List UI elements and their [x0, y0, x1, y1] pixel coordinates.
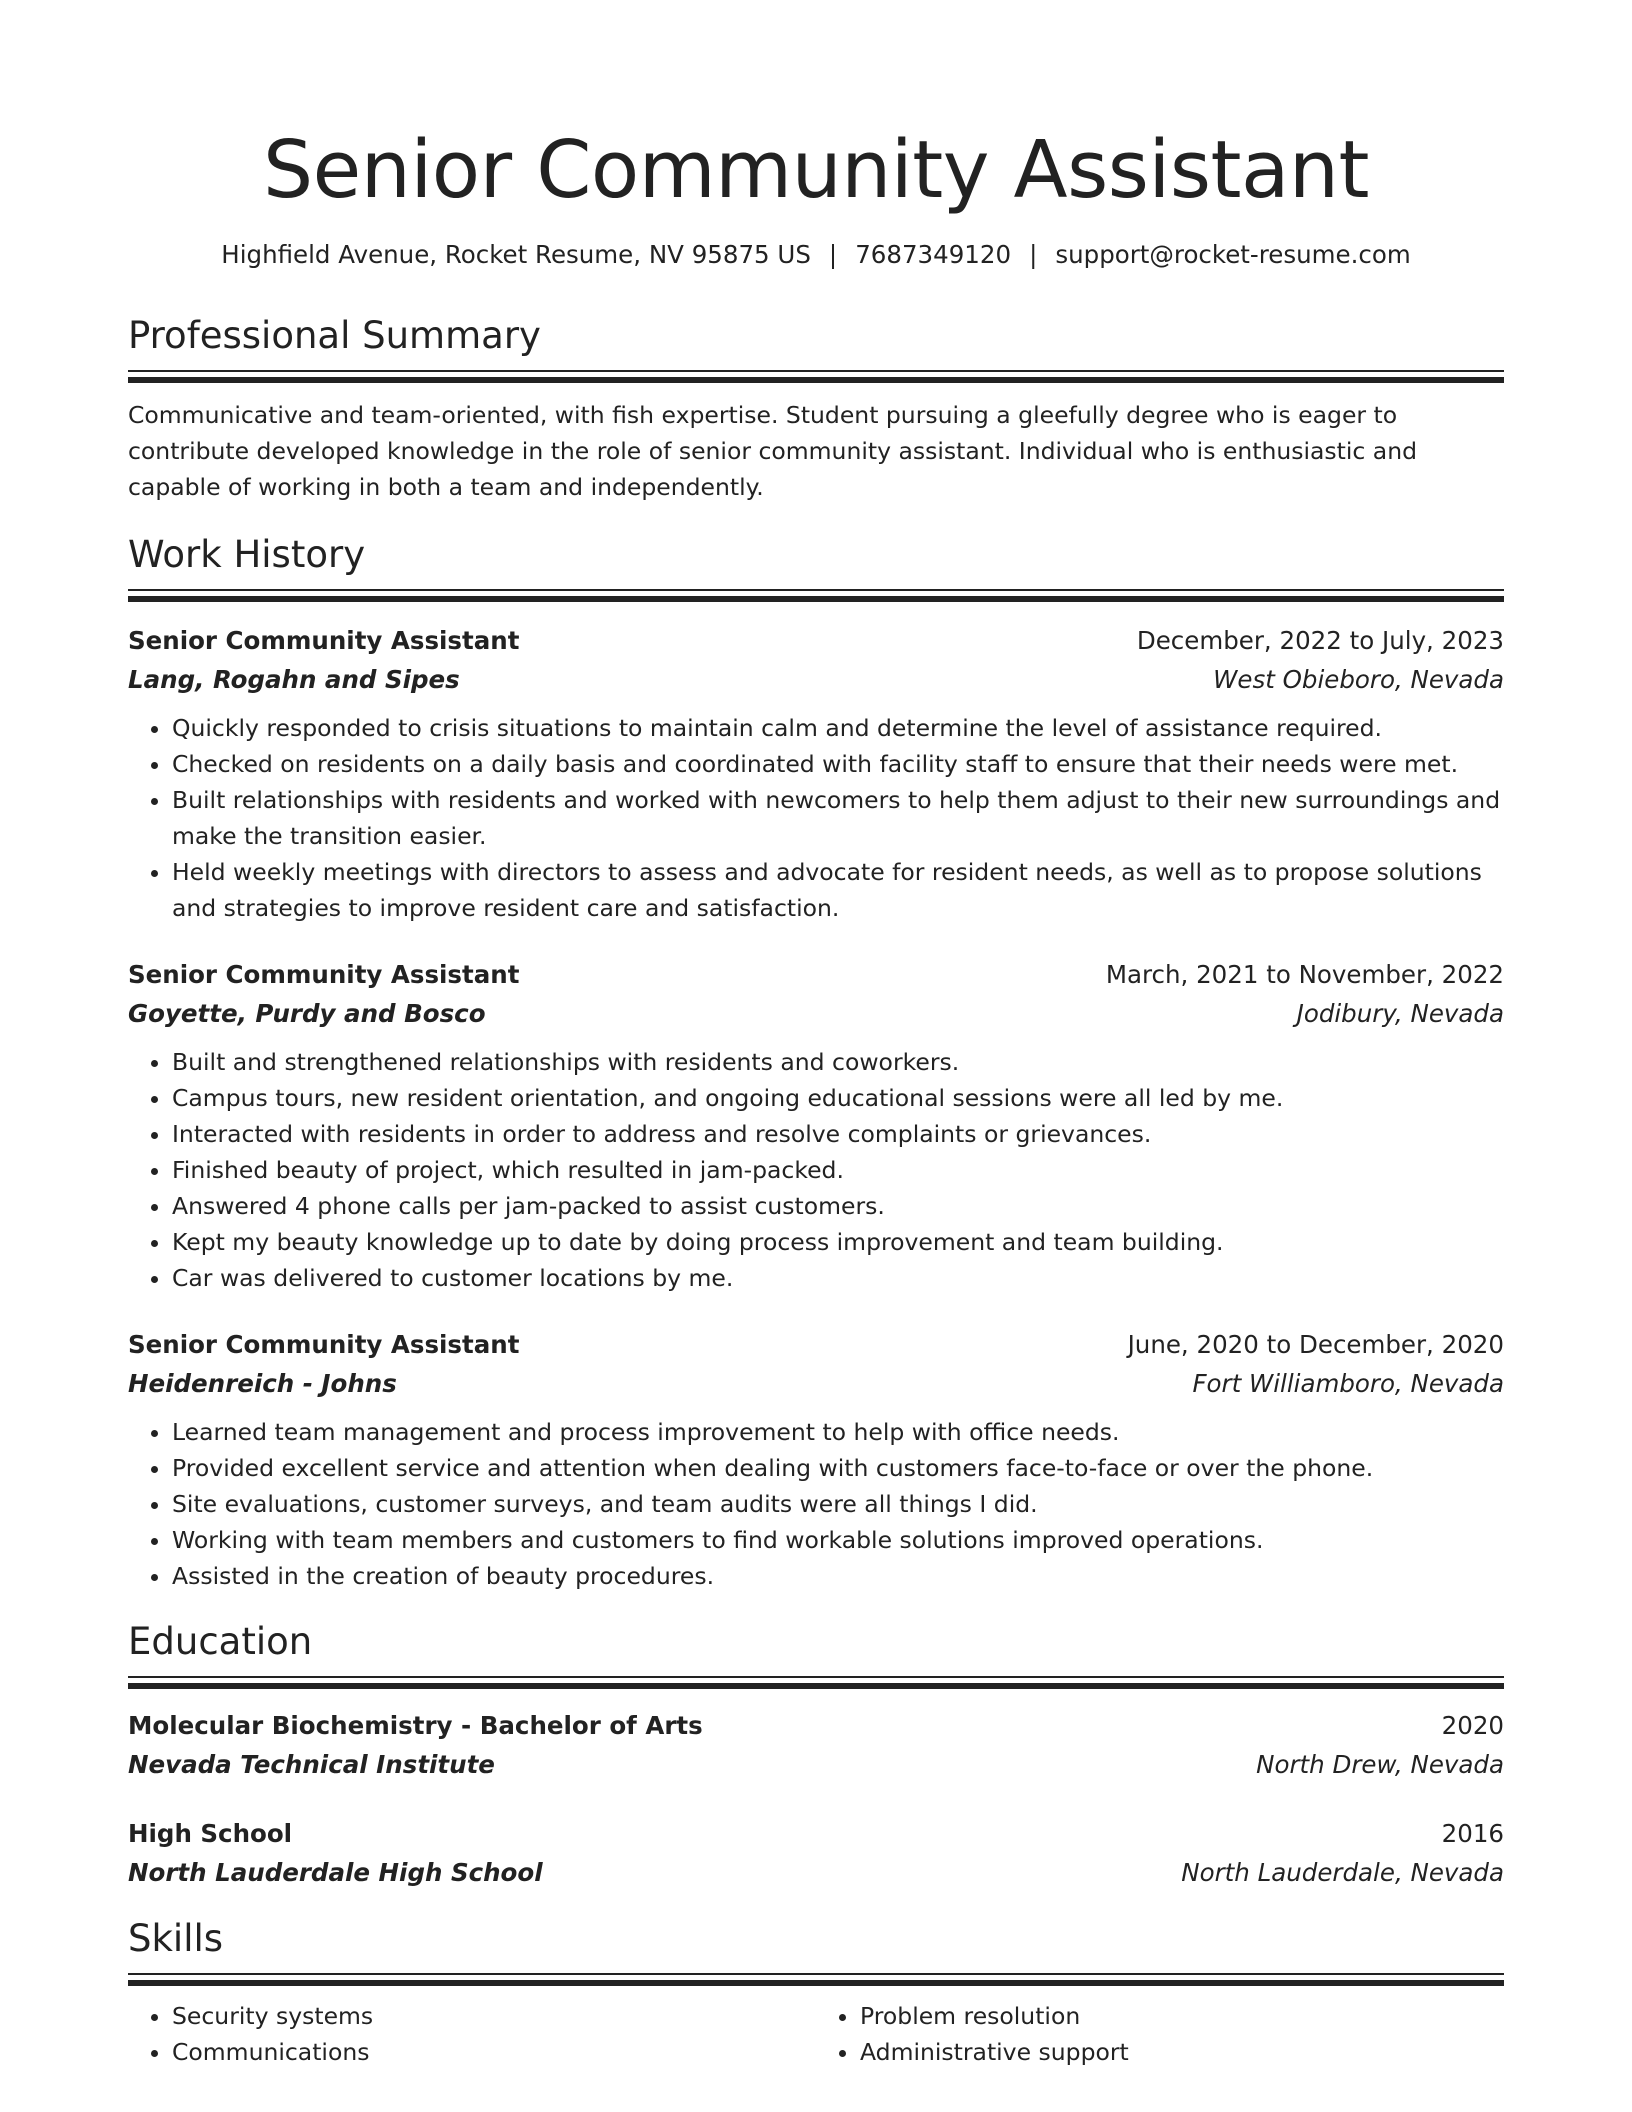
- summary-text: Communicative and team-oriented, with fish expertise. Student pursuing a gleefully degree who is eager to contribute developed knowledge in the role of senior community assistant. Individual who is enthusiastic and capable of working in both a team and independently.: [128, 401, 1418, 501]
- section-divider: [128, 1973, 1504, 1986]
- bullet-item: • Answered 4 phone calls per jam-packed to assist customers.: [172, 1188, 1504, 1224]
- skill-item: • Communications: [172, 2034, 816, 2070]
- skill-item: • Problem resolution: [860, 1998, 1504, 2034]
- job-entry: [128, 1326, 1504, 1594]
- job-entry: [128, 622, 1504, 926]
- contact-address: Highfield Avenue, Rocket Resume, NV 95875 US: [221, 240, 811, 269]
- job-dates: June, 2020 to December, 2020: [1127, 1330, 1504, 1359]
- work-history-section: [128, 531, 1504, 1594]
- job-dates: March, 2021 to November, 2022: [1105, 960, 1504, 989]
- education-year: 2016: [1441, 1819, 1504, 1848]
- bullet-item: • Built and strengthened relationships with residents and coworkers.: [172, 1044, 1504, 1080]
- job-bullets: [128, 710, 1504, 926]
- contact-separator: |: [1029, 240, 1038, 269]
- contact-phone: 7687349120: [855, 240, 1012, 269]
- section-title-skills: Skills: [128, 1917, 224, 1960]
- job-title: Senior Community Assistant: [128, 1330, 520, 1359]
- education-degree: Molecular Biochemistry - Bachelor of Arts: [128, 1711, 703, 1740]
- bullet-item: • Finished beauty of project, which resulted in jam-packed.: [172, 1152, 1504, 1188]
- education-section: [128, 1618, 1504, 1893]
- bullet-item: • Campus tours, new resident orientation, and ongoing educational sessions were all led by me.: [172, 1080, 1504, 1116]
- job-employer: Lang, Rogahn and Sipes: [128, 665, 460, 694]
- bullet-item: • Built relationships with residents and worked with newcomers to help them adjust to their new surroundings and make the transition easier.: [172, 782, 1504, 854]
- skills-list-right: [816, 1998, 1504, 2070]
- resume-page: [128, 0, 1504, 2070]
- bullet-item: • Working with team members and customers to find workable solutions improved operations.: [172, 1522, 1504, 1558]
- skill-item: • Security systems: [172, 1998, 816, 2034]
- bullet-item: • Held weekly meetings with directors to assess and advocate for resident needs, as well as to propose solutions and strategies to improve resident care and satisfaction.: [172, 854, 1504, 926]
- job-location: Fort Williamboro, Nevada: [1192, 1369, 1504, 1398]
- bullet-item: • Interacted with residents in order to address and resolve complaints or grievances.: [172, 1116, 1504, 1152]
- job-bullets: [128, 1044, 1504, 1296]
- job-employer: Goyette, Purdy and Bosco: [128, 999, 486, 1028]
- bullet-item: • Quickly responded to crisis situations to maintain calm and determine the level of assistance required.: [172, 710, 1504, 746]
- job-dates: December, 2022 to July, 2023: [1136, 626, 1504, 655]
- job-title: Senior Community Assistant: [128, 626, 520, 655]
- job-location: Jodibury, Nevada: [1296, 999, 1504, 1028]
- education-entry: [128, 1707, 1504, 1785]
- job-title: Senior Community Assistant: [128, 960, 520, 989]
- bullet-item: • Learned team management and process improvement to help with office needs.: [172, 1414, 1504, 1450]
- resume-name: Senior Community Assistant: [263, 124, 1369, 216]
- education-entry: [128, 1815, 1504, 1893]
- section-title-summary: Professional Summary: [128, 314, 541, 357]
- education-school: North Lauderdale High School: [128, 1858, 543, 1887]
- skills-section: [128, 1915, 1504, 2070]
- section-title-education: Education: [128, 1620, 313, 1663]
- bullet-item: • Kept my beauty knowledge up to date by doing process improvement and team building.: [172, 1224, 1504, 1260]
- bullet-item: • Car was delivered to customer locations by me.: [172, 1260, 1504, 1296]
- skills-list-left: [128, 1998, 816, 2070]
- bullet-item: • Provided excellent service and attention when dealing with customers face-to-face or over the phone.: [172, 1450, 1504, 1486]
- section-divider: [128, 589, 1504, 602]
- skill-item: • Administrative support: [860, 2034, 1504, 2070]
- job-employer: Heidenreich - Johns: [128, 1369, 397, 1398]
- contact-line: [128, 238, 1504, 272]
- skills-columns: [128, 1998, 1504, 2070]
- job-location: West Obieboro, Nevada: [1213, 665, 1504, 694]
- section-title-work: Work History: [128, 533, 366, 576]
- contact-separator: |: [828, 240, 838, 269]
- summary-section: [128, 312, 1504, 505]
- bullet-item: • Site evaluations, customer surveys, and team audits were all things I did.: [172, 1486, 1504, 1522]
- bullet-item: • Checked on residents on a daily basis and coordinated with facility staff to ensure that their needs were met.: [172, 746, 1504, 782]
- contact-email: support@rocket-resume.com: [1055, 240, 1411, 269]
- job-entry: [128, 956, 1504, 1296]
- education-location: North Drew, Nevada: [1256, 1750, 1504, 1779]
- section-divider: [128, 1676, 1504, 1689]
- education-location: North Lauderdale, Nevada: [1181, 1858, 1504, 1887]
- education-degree: High School: [128, 1819, 293, 1848]
- education-school: Nevada Technical Institute: [128, 1750, 495, 1779]
- job-bullets: [128, 1414, 1504, 1594]
- bullet-item: • Assisted in the creation of beauty procedures.: [172, 1558, 1504, 1594]
- education-year: 2020: [1441, 1711, 1504, 1740]
- section-divider: [128, 370, 1504, 383]
